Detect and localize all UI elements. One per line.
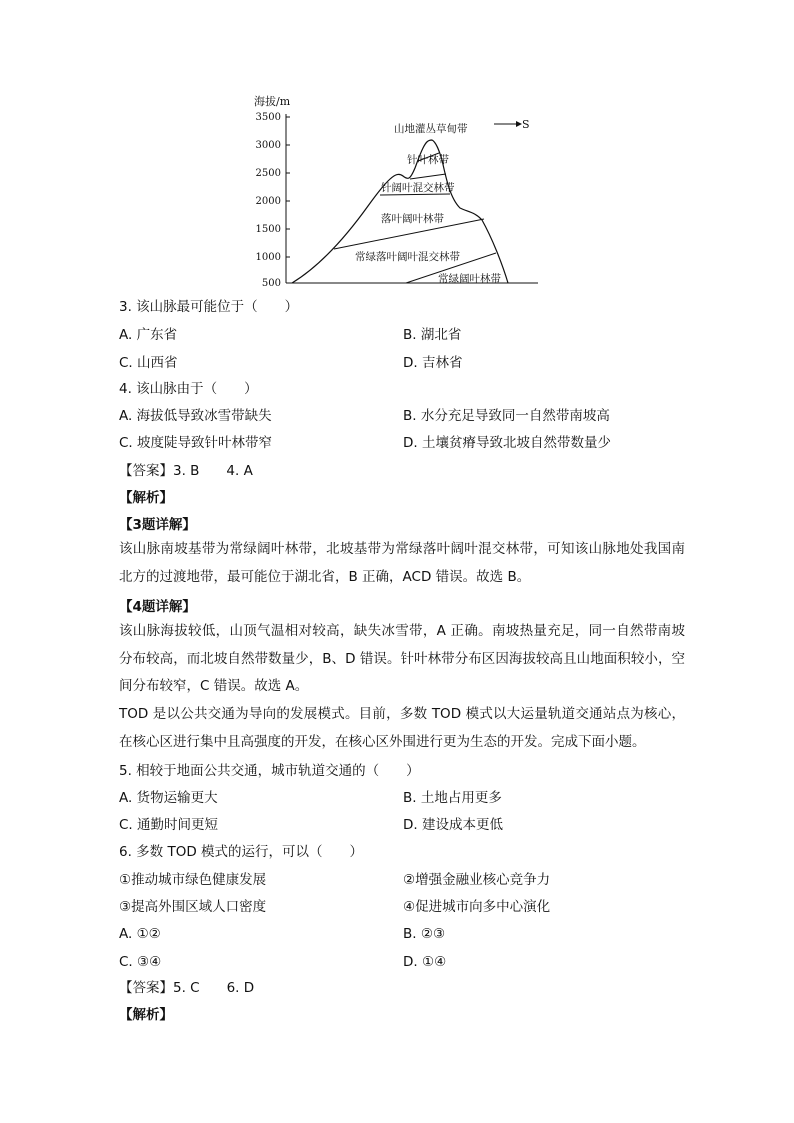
detail-3-heading: 【3题详解】 bbox=[119, 517, 196, 533]
q3-option-b: B. 湖北省 bbox=[403, 327, 462, 343]
q5-option-a: A. 货物运输更大 bbox=[119, 790, 218, 806]
q4-option-d: D. 土壤贫瘠导致北坡自然带数量少 bbox=[403, 435, 611, 451]
q3-option-d: D. 吉林省 bbox=[403, 355, 463, 371]
tick-2000: 2000 bbox=[255, 196, 281, 207]
question-5-stem: 5. 相较于地面公共交通，城市轨道交通的（ ） bbox=[119, 763, 420, 779]
q5-option-d: D. 建设成本更低 bbox=[403, 817, 503, 833]
answer-5-6: 【答案】5. C 6. D bbox=[119, 980, 255, 996]
y-axis-label: 海拔/m bbox=[254, 95, 291, 108]
tick-500: 500 bbox=[261, 278, 281, 288]
answer-3-4: 【答案】3. B 4. A bbox=[119, 463, 253, 479]
q5-option-b: B. 土地占用更多 bbox=[403, 790, 502, 806]
zone-label-meadow: 山地灌丛草甸带 bbox=[394, 123, 468, 135]
q6-option-c: C. ③④ bbox=[119, 954, 162, 970]
tick-3500: 3500 bbox=[255, 112, 281, 123]
q3-option-a: A. 广东省 bbox=[119, 327, 178, 343]
q6-option-a: A. ①② bbox=[119, 926, 161, 942]
tick-1500: 1500 bbox=[255, 224, 281, 235]
detail-3-text: 该山脉南坡基带为常绿阔叶林带，北坡基带为常绿落叶阔叶混交林带，可知该山脉地处我国南北方的过渡地带，最可能位于湖北省，B 正确，ACD 错误。故选 B。 bbox=[119, 541, 685, 585]
q4-option-a: A. 海拔低导致冰雪带缺失 bbox=[119, 408, 272, 424]
question-3-stem: 3. 该山脉最可能位于（ ） bbox=[119, 299, 299, 315]
analysis-heading-1: 【解析】 bbox=[119, 490, 173, 506]
detail-4-heading: 【4题详解】 bbox=[119, 599, 196, 615]
analysis-heading-2: 【解析】 bbox=[119, 1007, 173, 1023]
question-4-stem: 4. 该山脉由于（ ） bbox=[119, 381, 258, 397]
zone-label-deciduous: 落叶阔叶林带 bbox=[381, 213, 444, 225]
q6-statement-3: ③提高外围区域人口密度 bbox=[119, 899, 267, 915]
zone-label-coniferous: 针叶林带 bbox=[407, 154, 449, 166]
q4-option-b: B. 水分充足导致同一自然带南坡高 bbox=[403, 408, 610, 424]
tick-1000: 1000 bbox=[255, 252, 281, 263]
q6-option-b: B. ②③ bbox=[403, 926, 446, 942]
q5-option-c: C. 通勤时间更短 bbox=[119, 817, 219, 833]
tick-3000: 3000 bbox=[255, 140, 281, 151]
question-6-stem: 6. 多数 TOD 模式的运行，可以（ ） bbox=[119, 844, 364, 860]
direction-label: S bbox=[522, 118, 530, 131]
mountain-zone-diagram bbox=[250, 88, 550, 288]
q3-option-c: C. 山西省 bbox=[119, 355, 178, 371]
q6-option-d: D. ①④ bbox=[403, 954, 447, 970]
detail-4-text: 该山脉海拔较低，山顶气温相对较高，缺失冰雪带，A 正确。南坡热量充足，同一自然带南坡分布较高，而北坡自然带数量少，B、D 错误。针叶林带分布区因海拔较高且山地面积较小，空间分布较窄，C 错误。故选 A。 bbox=[119, 623, 685, 694]
zone-label-mixed-conifer: 针阔叶混交林带 bbox=[381, 182, 455, 194]
zone-label-evergreen-deciduous: 常绿落叶阔叶混交林带 bbox=[355, 251, 460, 263]
q6-statement-4: ④促进城市向多中心演化 bbox=[403, 899, 551, 915]
q4-option-c: C. 坡度陡导致针叶林带窄 bbox=[119, 435, 273, 451]
tod-passage: TOD 是以公共交通为导向的发展模式。目前，多数 TOD 模式以大运量轨道交通站点为核心，在核心区进行集中且高强度的开发，在核心区外围进行更为生态的开发。完成下面小题。 bbox=[119, 706, 685, 750]
q6-statement-1: ①推动城市绿色健康发展 bbox=[119, 872, 267, 888]
zone-label-evergreen: 常绿阔叶林带 bbox=[438, 273, 501, 285]
q6-statement-2: ②增强金融业核心竞争力 bbox=[403, 872, 551, 888]
tick-2500: 2500 bbox=[255, 168, 281, 179]
